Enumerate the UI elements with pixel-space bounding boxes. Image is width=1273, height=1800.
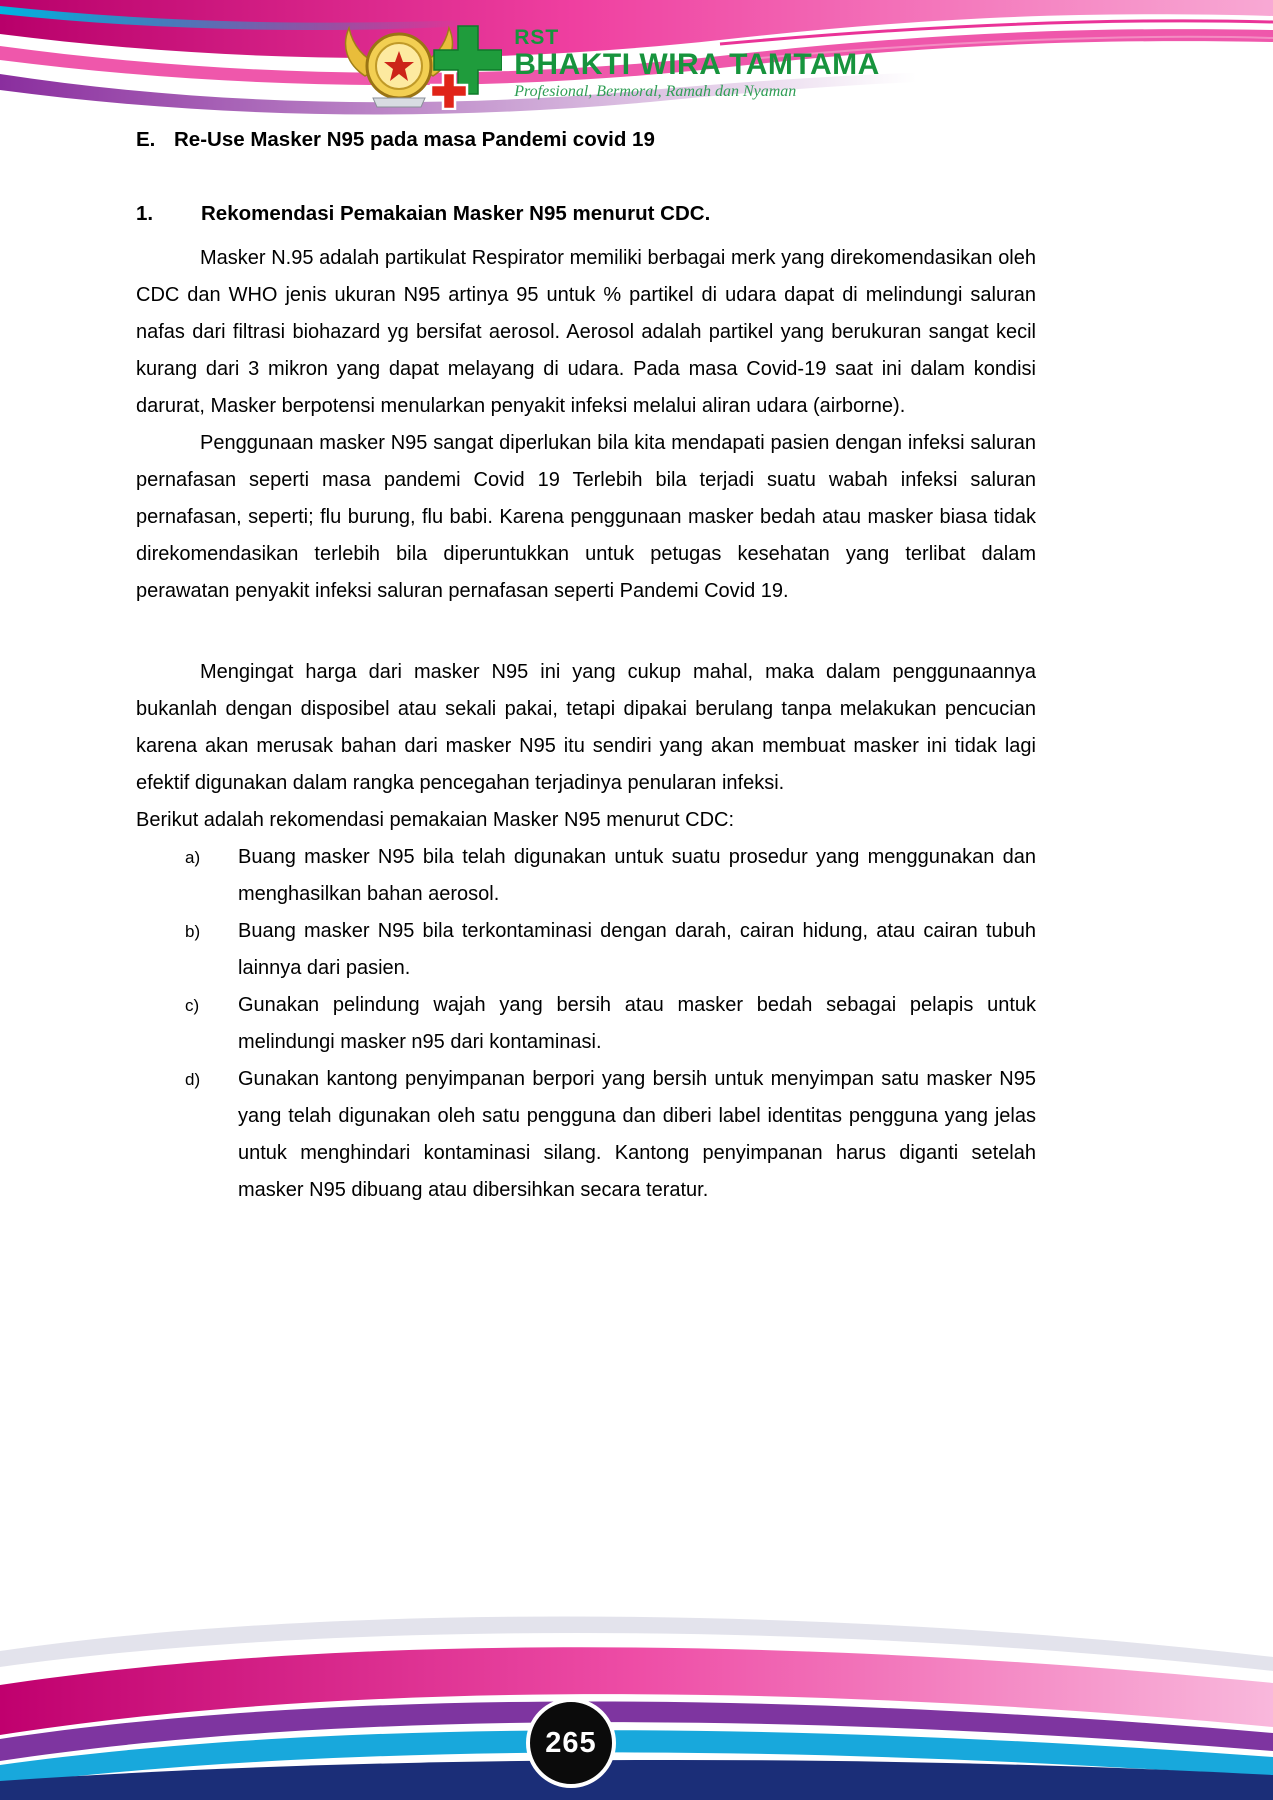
subsection-title: Rekomendasi Pemakaian Masker N95 menurut CDC. [201,202,711,225]
list-item-label: b) [185,922,201,941]
list-item-label: d) [185,1070,201,1089]
document-content [136,126,1036,1209]
section-label: E. [136,128,156,151]
paragraph: Mengingat harga dari masker N95 ini yang cukup mahal, maka dalam penggunaannya bukanlah dengan disposibel atau sekali pakai, tetapi dipakai berulang tanpa melakukan pencucian karena akan merusak bahan dari masker N95 itu sendiri yang akan membuat masker ini tidak lagi efektif digunakan dalam rangka pencegahan terjadinya penularan infeksi. [136,661,1036,794]
bottom-wave-decoration [0,1585,1273,1800]
list-item-text: Buang masker N95 bila terkontaminasi dengan darah, cairan hidung, atau cairan tubuh lainnya dari pasien. [238,920,1036,979]
list-item-text: Gunakan pelindung wajah yang bersih atau masker bedah sebagai pelapis untuk melindungi masker n95 dari kontaminasi. [238,994,1036,1053]
list-item [136,987,1036,1061]
list-item-label: c) [185,996,200,1015]
subsection-number: 1. [136,202,154,225]
section-title: Re-Use Masker N95 pada masa Pandemi covid 19 [174,128,655,151]
paragraph: Penggunaan masker N95 sangat diperlukan bila kita mendapati pasien dengan infeksi saluran pernafasan seperti masa pandemi Covid 19 Terlebih bila terjadi suatu wabah infeksi saluran pernafasan, seperti; flu burung, flu babi. Karena penggunaan masker bedah atau masker biasa tidak direkomendasikan terlebih bila diperuntukkan untuk petugas kesehatan yang terlibat dalam perawatan penyakit infeksi saluran pernafasan seperti Pandemi Covid 19. [136,432,1036,602]
org-tagline: Profesional, Bermoral, Ramah dan Nyaman [514,83,797,101]
org-name: BHAKTI WIRA TAMTAMA [514,48,880,81]
list-item [136,913,1036,987]
recommendation-list [136,839,1036,1209]
paragraph: Masker N.95 adalah partikulat Respirator memiliki berbagai merk yang direkomendasikan oleh CDC dan WHO jenis ukuran N95 artinya 95 untuk % partikel di udara dapat di melindungi saluran nafas dari filtrasi biohazard yg bersifat aerosol. Aerosol adalah partikel yang berukuran sangat kecil kurang dari 3 mikron yang dapat melayang di udara. Pada masa Covid-19 saat ini dalam kondisi darurat, Masker berpotensi menularkan penyakit infeksi melalui aliran udara (airborne). [136,247,1036,417]
list-item [136,1061,1036,1209]
hospital-logo [337,18,502,110]
page-number: 265 [545,1726,597,1759]
hospital-brand-header [0,18,1245,110]
list-intro: Berikut adalah rekomendasi pemakaian Masker N95 menurut CDC: [136,809,735,831]
org-prefix: RST [514,26,560,50]
hospital-logo-svg [337,18,502,110]
list-item-text: Gunakan kantong penyimpanan berpori yang bersih untuk menyimpan satu masker N95 yang telah digunakan oleh satu pengguna dan diberi label identitas pengguna yang jelas untuk menghindari kontaminasi silang. Kantong penyimpanan harus diganti setelah masker N95 dibuang atau dibersihkan secara teratur. [238,1068,1036,1201]
section-heading [136,126,1036,154]
list-item-text: Buang masker N95 bila telah digunakan untuk suatu prosedur yang menggunakan dan menghasilkan bahan aerosol. [238,846,1036,905]
brand-text-block [514,27,880,101]
page-number-badge [526,1698,616,1788]
list-item-label: a) [185,848,201,867]
army-emblem-icon [367,34,431,107]
list-item [136,839,1036,913]
subsection-heading [136,200,1036,228]
bottom-wave-svg [0,1585,1273,1800]
